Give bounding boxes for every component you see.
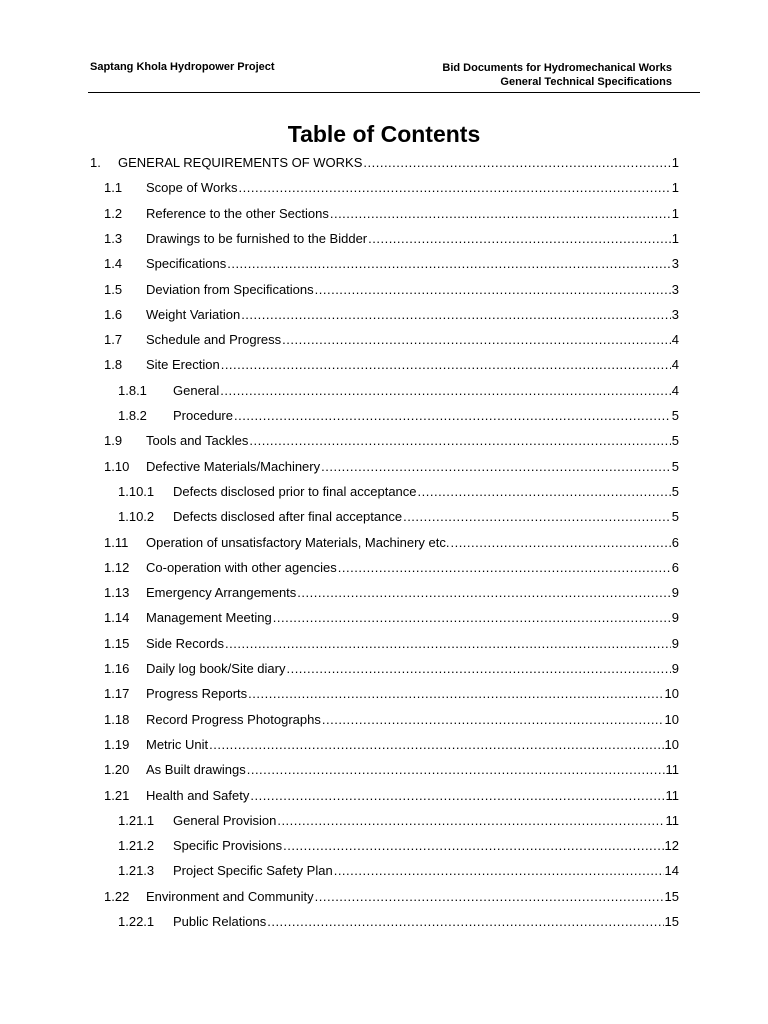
toc-entry-page: 4 [671, 357, 679, 373]
toc-entry-label: Emergency Arrangements [146, 585, 297, 601]
toc-entry-number: 1.15 [104, 635, 130, 651]
toc-entry[interactable] [118, 811, 679, 831]
toc-entry-page: 4 [671, 332, 679, 348]
toc-entry-label: As Built drawings [146, 762, 246, 778]
toc-entry-number: 1.16 [104, 661, 130, 676]
toc-entry-page: 9 [671, 635, 679, 651]
toc-entry-page: 14 [664, 863, 679, 879]
toc-entry-number: 1.7 [104, 332, 123, 348]
toc-entry-label: Procedure [173, 408, 233, 423]
toc-dot-leader [283, 836, 663, 856]
toc-dot-leader [321, 457, 671, 477]
toc-entry-page: 11 [665, 762, 679, 778]
toc-entry-label: Drawings to be furnished to the Bidder [146, 230, 368, 246]
toc-entry-label: Daily log book/Site diary [146, 661, 286, 676]
toc-entry-number: 1.21 [104, 787, 130, 803]
toc-entry-number: 1.21.2 [118, 838, 155, 854]
toc-dot-leader [315, 887, 664, 907]
toc-dot-leader [234, 406, 671, 426]
toc-entry[interactable] [104, 887, 679, 907]
toc-entry[interactable] [104, 178, 679, 198]
toc-dot-leader [315, 280, 671, 300]
toc-dot-leader [297, 583, 670, 603]
toc-dot-leader [221, 355, 671, 375]
toc-dot-leader [450, 533, 670, 553]
toc-dot-leader [248, 684, 663, 704]
toc-entry-label: Public Relations [173, 914, 267, 929]
toc-dot-leader [241, 305, 671, 325]
toc-entry-number: 1.1 [104, 180, 123, 196]
toc-entry[interactable] [104, 280, 679, 300]
toc-entry[interactable] [104, 229, 679, 249]
toc-entry[interactable] [118, 381, 679, 401]
toc-entry-number: 1.21.1 [118, 812, 155, 828]
toc-entry-page: 1 [671, 180, 679, 196]
toc-entry-label: Defects disclosed prior to final acceptance [173, 483, 417, 499]
toc-entry-label: Specific Provisions [173, 838, 283, 854]
toc-entry-page: 12 [664, 838, 679, 854]
toc-entry-page: 5 [671, 483, 679, 499]
toc-entry[interactable] [104, 760, 679, 780]
toc-entry[interactable] [104, 558, 679, 578]
toc-entry-number: 1.11 [104, 534, 129, 550]
toc-entry-number: 1.13 [104, 585, 130, 601]
document-title-line2: General Technical Specifications [500, 76, 672, 88]
toc-entry-page: 6 [671, 534, 679, 550]
toc-entry-label: Co-operation with other agencies [146, 559, 337, 575]
toc-entry[interactable] [104, 659, 679, 679]
toc-entry[interactable] [104, 735, 679, 755]
toc-entry-number: 1.10.1 [118, 483, 155, 499]
toc-entry[interactable] [118, 482, 679, 502]
toc-entry-page: 10 [664, 686, 679, 702]
toc-entry[interactable] [118, 836, 679, 856]
toc-entry-number: 1.14 [104, 610, 130, 626]
project-name: Saptang Khola Hydropower Project [90, 61, 275, 73]
toc-entry-number: 1.10.2 [118, 509, 155, 525]
toc-entry-number: 1.19 [104, 736, 130, 752]
toc-dot-leader [227, 254, 671, 274]
toc-entry-number: 1.8 [104, 357, 123, 373]
toc-entry-page: 1 [671, 230, 679, 246]
toc-dot-leader [282, 330, 671, 350]
toc-entry[interactable] [104, 330, 679, 350]
toc-dot-leader [249, 431, 670, 451]
toc-entry-page: 5 [671, 408, 679, 423]
toc-entry-label: Environment and Community [146, 888, 314, 904]
toc-dot-leader [277, 811, 664, 831]
document-title [442, 61, 672, 89]
toc-entry-number: 1.22.1 [118, 914, 155, 929]
toc-entry-page: 10 [664, 711, 679, 727]
toc-dot-leader [330, 204, 671, 224]
toc-entry[interactable] [118, 507, 679, 527]
toc-entry-label: Deviation from Specifications [146, 281, 314, 297]
toc-entry-page: 9 [671, 610, 679, 626]
toc-entry-number: 1.6 [104, 306, 123, 322]
toc-entry-page: 15 [664, 914, 679, 929]
toc-entry[interactable] [90, 153, 679, 173]
toc-entry-page: 5 [671, 433, 679, 449]
toc-entry-page: 15 [664, 888, 679, 904]
toc-entry-label: General Provision [173, 812, 277, 828]
toc-entry[interactable] [118, 912, 679, 932]
page-title: Table of Contents [287, 121, 481, 147]
toc-entry[interactable] [104, 533, 679, 553]
toc-entry-page: 1 [671, 205, 679, 221]
toc-entry-number: 1.21.3 [118, 863, 155, 879]
toc-entry[interactable] [104, 305, 679, 325]
toc-dot-leader [225, 634, 671, 654]
toc-dot-leader [322, 710, 664, 730]
toc-entry-label: Defective Materials/Machinery [146, 458, 321, 474]
toc-entry-label: Progress Reports [146, 686, 248, 702]
toc-entry-number: 1.8.1 [118, 382, 147, 398]
toc-entry-number: 1.3 [104, 230, 123, 246]
toc-entry-label: Health and Safety [146, 787, 250, 803]
toc-entry-page: 9 [671, 661, 679, 676]
toc-entry[interactable] [104, 710, 679, 730]
toc-entry-label: Record Progress Photographs [146, 711, 321, 727]
toc-entry[interactable] [104, 786, 679, 806]
page-header [88, 58, 700, 93]
toc-entry-page: 11 [665, 812, 679, 828]
toc-entry-page: 5 [671, 509, 679, 525]
toc-entry-number: 1.8.2 [118, 408, 147, 423]
toc-entry-number: 1.2 [104, 205, 123, 221]
toc-entry-label: Site Erection [146, 357, 220, 373]
toc-entry-page: 11 [665, 787, 679, 803]
toc-entry-page: 3 [671, 306, 679, 322]
toc-entry-label: Metric Unit [146, 736, 209, 752]
toc-entry[interactable] [104, 457, 679, 477]
toc-dot-leader [220, 381, 671, 401]
toc-dot-leader [267, 912, 663, 932]
toc-entry-label: Reference to the other Sections [146, 205, 329, 221]
toc-entry-label: Weight Variation [146, 306, 241, 322]
toc-entry-number: 1.22 [104, 888, 130, 904]
toc-entry[interactable] [104, 204, 679, 224]
toc-entry[interactable] [104, 634, 679, 654]
toc-dot-leader [209, 735, 663, 755]
toc-entry-label: GENERAL REQUIREMENTS OF WORKS [118, 155, 363, 170]
toc-entry-label: Side Records [146, 635, 225, 651]
toc-entry-label: Tools and Tackles [146, 433, 249, 449]
document-title-line1: Bid Documents for Hydromechanical Works [442, 62, 672, 74]
toc-dot-leader [338, 558, 671, 578]
toc-entry-number: 1.18 [104, 711, 130, 727]
toc-entry[interactable] [118, 861, 679, 881]
toc-entry[interactable] [104, 254, 679, 274]
toc-entry[interactable] [104, 608, 679, 628]
toc-dot-leader [286, 659, 670, 679]
toc-entry-page: 5 [671, 458, 679, 474]
toc-entry-label: Project Specific Safety Plan [173, 863, 333, 879]
toc-entry-number: 1.12 [104, 559, 130, 575]
toc-entry-number: 1.5 [104, 281, 123, 297]
toc-entry-label: Schedule and Progress [146, 332, 282, 348]
toc-entry-page: 6 [671, 559, 679, 575]
toc-dot-leader [273, 608, 671, 628]
toc-entry-page: 10 [664, 736, 679, 752]
toc-entry-label: Operation of unsatisfactory Materials, Machinery etc. [146, 534, 450, 550]
toc-entry-label: General [173, 382, 220, 398]
toc-entry-page: 9 [671, 585, 679, 601]
toc-entry-number: 1.9 [104, 433, 123, 449]
toc-entry-label: Defects disclosed after final acceptance [173, 509, 403, 525]
toc-dot-leader [403, 507, 671, 527]
toc-entry[interactable] [104, 583, 679, 603]
toc-entry-label: Management Meeting [146, 610, 272, 626]
toc-entry-number: 1.17 [104, 686, 130, 702]
toc-entry-number: 1.20 [104, 762, 130, 778]
toc-entry[interactable] [104, 684, 679, 704]
toc-dot-leader [239, 178, 671, 198]
toc-entry-number: 1. [90, 155, 101, 170]
toc-dot-leader [368, 229, 671, 249]
toc-entry-label: Scope of Works [146, 180, 238, 196]
toc-entry-page: 3 [671, 281, 679, 297]
toc-dot-leader [418, 482, 671, 502]
toc-entry[interactable] [104, 431, 679, 451]
toc-entry-page: 4 [671, 382, 679, 398]
toc-entry-label: Specifications [146, 256, 227, 272]
toc-entry[interactable] [118, 406, 679, 426]
toc-dot-leader [363, 153, 670, 173]
toc-entry-number: 1.4 [104, 256, 123, 272]
toc-dot-leader [334, 861, 664, 881]
toc-entry[interactable] [104, 355, 679, 375]
toc-entry-page: 1 [671, 155, 679, 170]
toc-dot-leader [247, 760, 665, 780]
toc-entry-page: 3 [671, 256, 679, 272]
toc-entry-number: 1.10 [104, 458, 130, 474]
toc-dot-leader [250, 786, 664, 806]
